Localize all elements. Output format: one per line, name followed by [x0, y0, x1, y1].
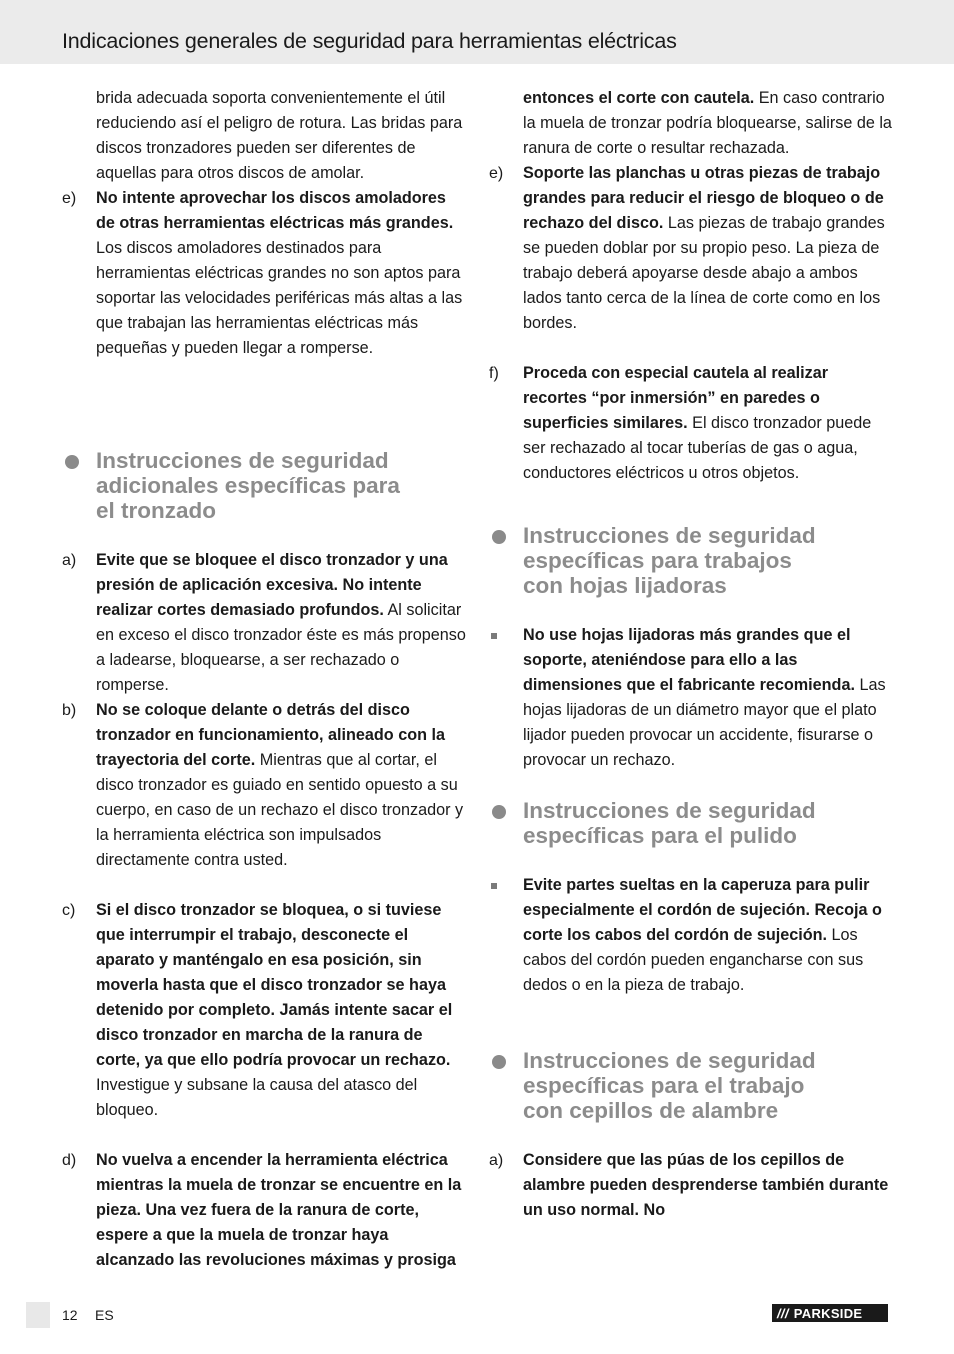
right-column: [489, 86, 894, 1223]
square-bullet-icon: [491, 633, 497, 639]
item-bold-text: No use hojas lijadoras más grandes que el soporte, ateniéndose para ello a las dimensiones que el fabricante recomienda.: [523, 626, 855, 694]
item-bold-text: No intente aprovechar los discos amoladores de otras herramientas eléctricas más grandes.: [96, 189, 454, 232]
item-bold-text: Evite que se bloquee el disco tronzador y una presión de aplicación excesiva. No intente realizar cortes demasiado profundos.: [96, 551, 448, 619]
list-item-d: [62, 1148, 466, 1273]
square-bullet-icon: [491, 883, 497, 889]
section-heading-cepillos: Instrucciones de seguridad específicas para el trabajo con cepillos de alambre: [489, 1048, 894, 1148]
item-text: Mientras que al cortar, el disco tronzador es guiado en sentido opuesto a su cuerpo, en caso de un rechazo el disco tronzador y la herramienta eléctrica son impulsados directamente contra usted.: [96, 751, 464, 869]
bullet-dot-icon: [492, 805, 506, 819]
section-heading-pulido: Instrucciones de seguridad específicas para el pulido: [489, 798, 894, 873]
page-header: [0, 0, 954, 64]
bullet-dot-icon: [65, 455, 79, 469]
logo-slashes-icon: ///: [777, 1305, 789, 1321]
list-item-f: [489, 361, 894, 486]
item-bold-text: Si el disco tronzador se bloquea, o si tuviese que interrumpir el trabajo, desconecte el aparato y manténgalo en esa posición, sin moverla hasta que el disco tronzador se haya detenido por completo. Jamás intente sacar el disco tronzador en marcha de la ranura de corte, ya que ello podría provocar un rechazo.: [96, 901, 453, 1069]
item-bold-text: Soporte las planchas u otras piezas de trabajo grandes para reducir el riesgo de bloqueo o de rechazo del disco.: [523, 164, 884, 232]
item-text: Investigue y subsane la causa del atasco del bloqueo.: [96, 1076, 418, 1119]
logo-text: PARKSIDE: [793, 1305, 863, 1321]
item-bold-text: No se coloque delante o detrás del disco tronzador en funcionamiento, alineado con la trayectoria del corte.: [96, 701, 445, 769]
list-item-a: [489, 1148, 894, 1223]
item-bold-text: No vuelva a encender la herramienta eléctrica mientras la muela de tronzar se encuentre en la pieza. Una vez fuera de la ranura de corte, espere a que la muela de tronzar haya alcanzado las revoluciones máximas y prosiga: [96, 1151, 462, 1269]
list-label: f): [489, 365, 499, 382]
item-text: Los discos amoladores destinados para herramientas eléctricas grandes no son aptos para soportar las velocidades periféricas más altas a las que trabajan las herramientas eléctricas más pequeñas y pueden llegar a romperse.: [96, 239, 463, 357]
list-item-e: [62, 186, 466, 386]
language-code: ES: [95, 1307, 114, 1323]
item-text: El disco tronzador puede ser rechazado al tocar tuberías de gas o agua, conductores eléctricos u otros objetos.: [523, 414, 872, 482]
list-item-e: [489, 161, 894, 361]
item-bold-text: Proceda con especial cautela al realizar recortes “por inmersión” en paredes o superficies similares.: [523, 364, 829, 432]
section-heading-lijadoras: Instrucciones de seguridad específicas para trabajos con hojas lijadoras: [489, 523, 894, 623]
footer-marker: [26, 1302, 50, 1328]
item-text: Las piezas de trabajo grandes se pueden doblar por su propio peso. La pieza de trabajo deberá apoyarse desde abajo a ambos lados tanto cerca de la línea de corte como en los bordes.: [523, 214, 885, 332]
parkside-logo: [772, 1304, 888, 1322]
item-text: Al solicitar en exceso el disco tronzador éste es más propenso a ladearse, bloquearse, a ser rechazado o romperse.: [96, 601, 466, 694]
list-item-b: [62, 698, 466, 898]
list-label: d): [62, 1152, 77, 1169]
item-text: En caso contrario la muela de tronzar podría bloquearse, salirse de la ranura de corte o resultar rechazada.: [523, 89, 892, 157]
left-column: [62, 86, 466, 1273]
item-bold-text: Evite partes sueltas en la caperuza para pulir especialmente el cordón de sujeción. Recoja o corte los cabos del cordón de sujeción.: [523, 876, 882, 944]
list-label: e): [62, 190, 77, 207]
page-title: Indicaciones generales de seguridad para herramientas eléctricas: [62, 29, 677, 53]
item-text: Los cabos del cordón pueden engancharse con sus dedos o en la pieza de trabajo.: [523, 926, 864, 994]
list-label: e): [489, 165, 504, 182]
item-bold-text: entonces el corte con cautela.: [523, 89, 755, 107]
list-item-c: [62, 898, 466, 1148]
section-heading-tronzado: Instrucciones de seguridad adicionales específicas para el tronzado: [62, 448, 466, 548]
list-label: a): [489, 1152, 504, 1169]
item-text: Las hojas lijadoras de un diámetro mayor que el plato lijador pueden provocar un accidente, fisurarse o provocar un rechazo.: [523, 676, 886, 769]
item-bold-text: Considere que las púas de los cepillos de alambre pueden desprenderse también durante un uso normal. No: [523, 1151, 889, 1219]
list-label: a): [62, 552, 77, 569]
bullet-dot-icon: [492, 530, 506, 544]
list-item-d-continued: [489, 86, 894, 161]
page-number: 12: [62, 1307, 78, 1323]
list-item-square-2: [489, 873, 894, 1011]
list-item-square-1: [489, 623, 894, 769]
bullet-dot-icon: [492, 1055, 506, 1069]
list-item-a: [62, 548, 466, 698]
list-label: b): [62, 702, 77, 719]
paragraph-continued: brida adecuada soporta convenientemente el útil reduciendo así el peligro de rotura. Las bridas para discos tronzadores pueden ser diferentes de aquellas para otros discos de amolar.: [96, 89, 463, 182]
list-label: c): [62, 902, 76, 919]
